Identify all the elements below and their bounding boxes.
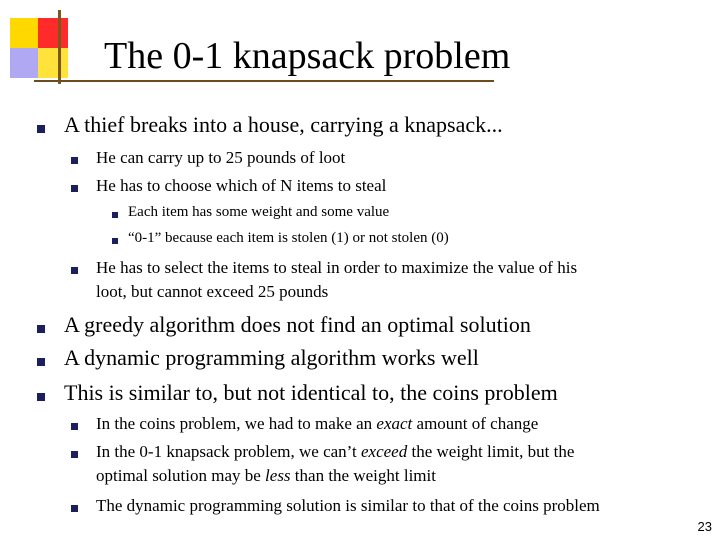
decor-yellow-square-2 (38, 48, 68, 78)
bullet-marker (37, 325, 45, 333)
text-run: A greedy algorithm does not find an optimal solution (64, 312, 531, 337)
bullet-marker (71, 157, 78, 164)
text-run: than the weight limit (290, 466, 436, 485)
slide-title: The 0-1 knapsack problem (104, 35, 511, 77)
bullet-text (64, 112, 503, 138)
text-run: The dynamic programming solution is similar to that of the coins problem (96, 496, 600, 515)
bullet-text (96, 442, 574, 462)
text-run: He has to select the items to steal in order to maximize the value of his (96, 258, 578, 277)
text-run: In the coins problem, we had to make an (96, 414, 377, 433)
text-run: He has to choose which of N items to steal (96, 176, 387, 195)
text-run: A dynamic programming algorithm works well (64, 345, 479, 370)
bullet-marker (37, 358, 45, 366)
text-run: the weight limit, but the (407, 442, 575, 461)
bullet-text (96, 258, 577, 278)
bullet-text-continuation (96, 466, 436, 486)
bullet-text-continuation (96, 282, 328, 302)
text-run: loot, but cannot exceed 25 pounds (96, 282, 329, 301)
bullet-text (96, 496, 600, 516)
bullet-text (96, 176, 386, 196)
bullet-text (64, 380, 558, 406)
decor-vertical-line (58, 10, 61, 84)
emphasis-text: exceed (361, 442, 408, 461)
bullet-text (64, 312, 531, 338)
bullet-marker (71, 267, 78, 274)
bullet-marker (112, 238, 118, 244)
title-underline (34, 80, 494, 82)
decor-yellow-square (10, 18, 40, 48)
decor-red-square (38, 18, 68, 48)
text-run: Each item has some weight and some value (128, 204, 390, 220)
text-run: He can carry up to 25 pounds of loot (96, 148, 346, 167)
decor-lilac-square (10, 48, 40, 78)
emphasis-text: exact (376, 414, 413, 433)
text-run: This is similar to, but not identical to, the coins problem (64, 380, 558, 405)
bullet-marker (71, 185, 78, 192)
bullet-marker (37, 393, 45, 401)
text-run: “0-1” because each item is stolen (1) or not stolen (0) (128, 230, 449, 246)
bullet-text (64, 345, 479, 371)
bullet-marker (71, 505, 78, 512)
bullet-marker (112, 212, 118, 218)
page-number: 23 (697, 519, 712, 534)
bullet-marker (71, 451, 78, 458)
bullet-marker (37, 125, 45, 133)
bullet-text (128, 230, 449, 247)
text-run: amount of change (412, 414, 539, 433)
text-run: In the 0-1 knapsack problem, we can’t (96, 442, 361, 461)
bullet-marker (71, 423, 78, 430)
text-run: optimal solution may be (96, 466, 266, 485)
bullet-text (96, 148, 345, 168)
bullet-text (128, 204, 389, 221)
text-run: A thief breaks into a house, carrying a knapsack... (64, 112, 503, 137)
bullet-text (96, 414, 538, 434)
emphasis-text: less (265, 466, 291, 485)
